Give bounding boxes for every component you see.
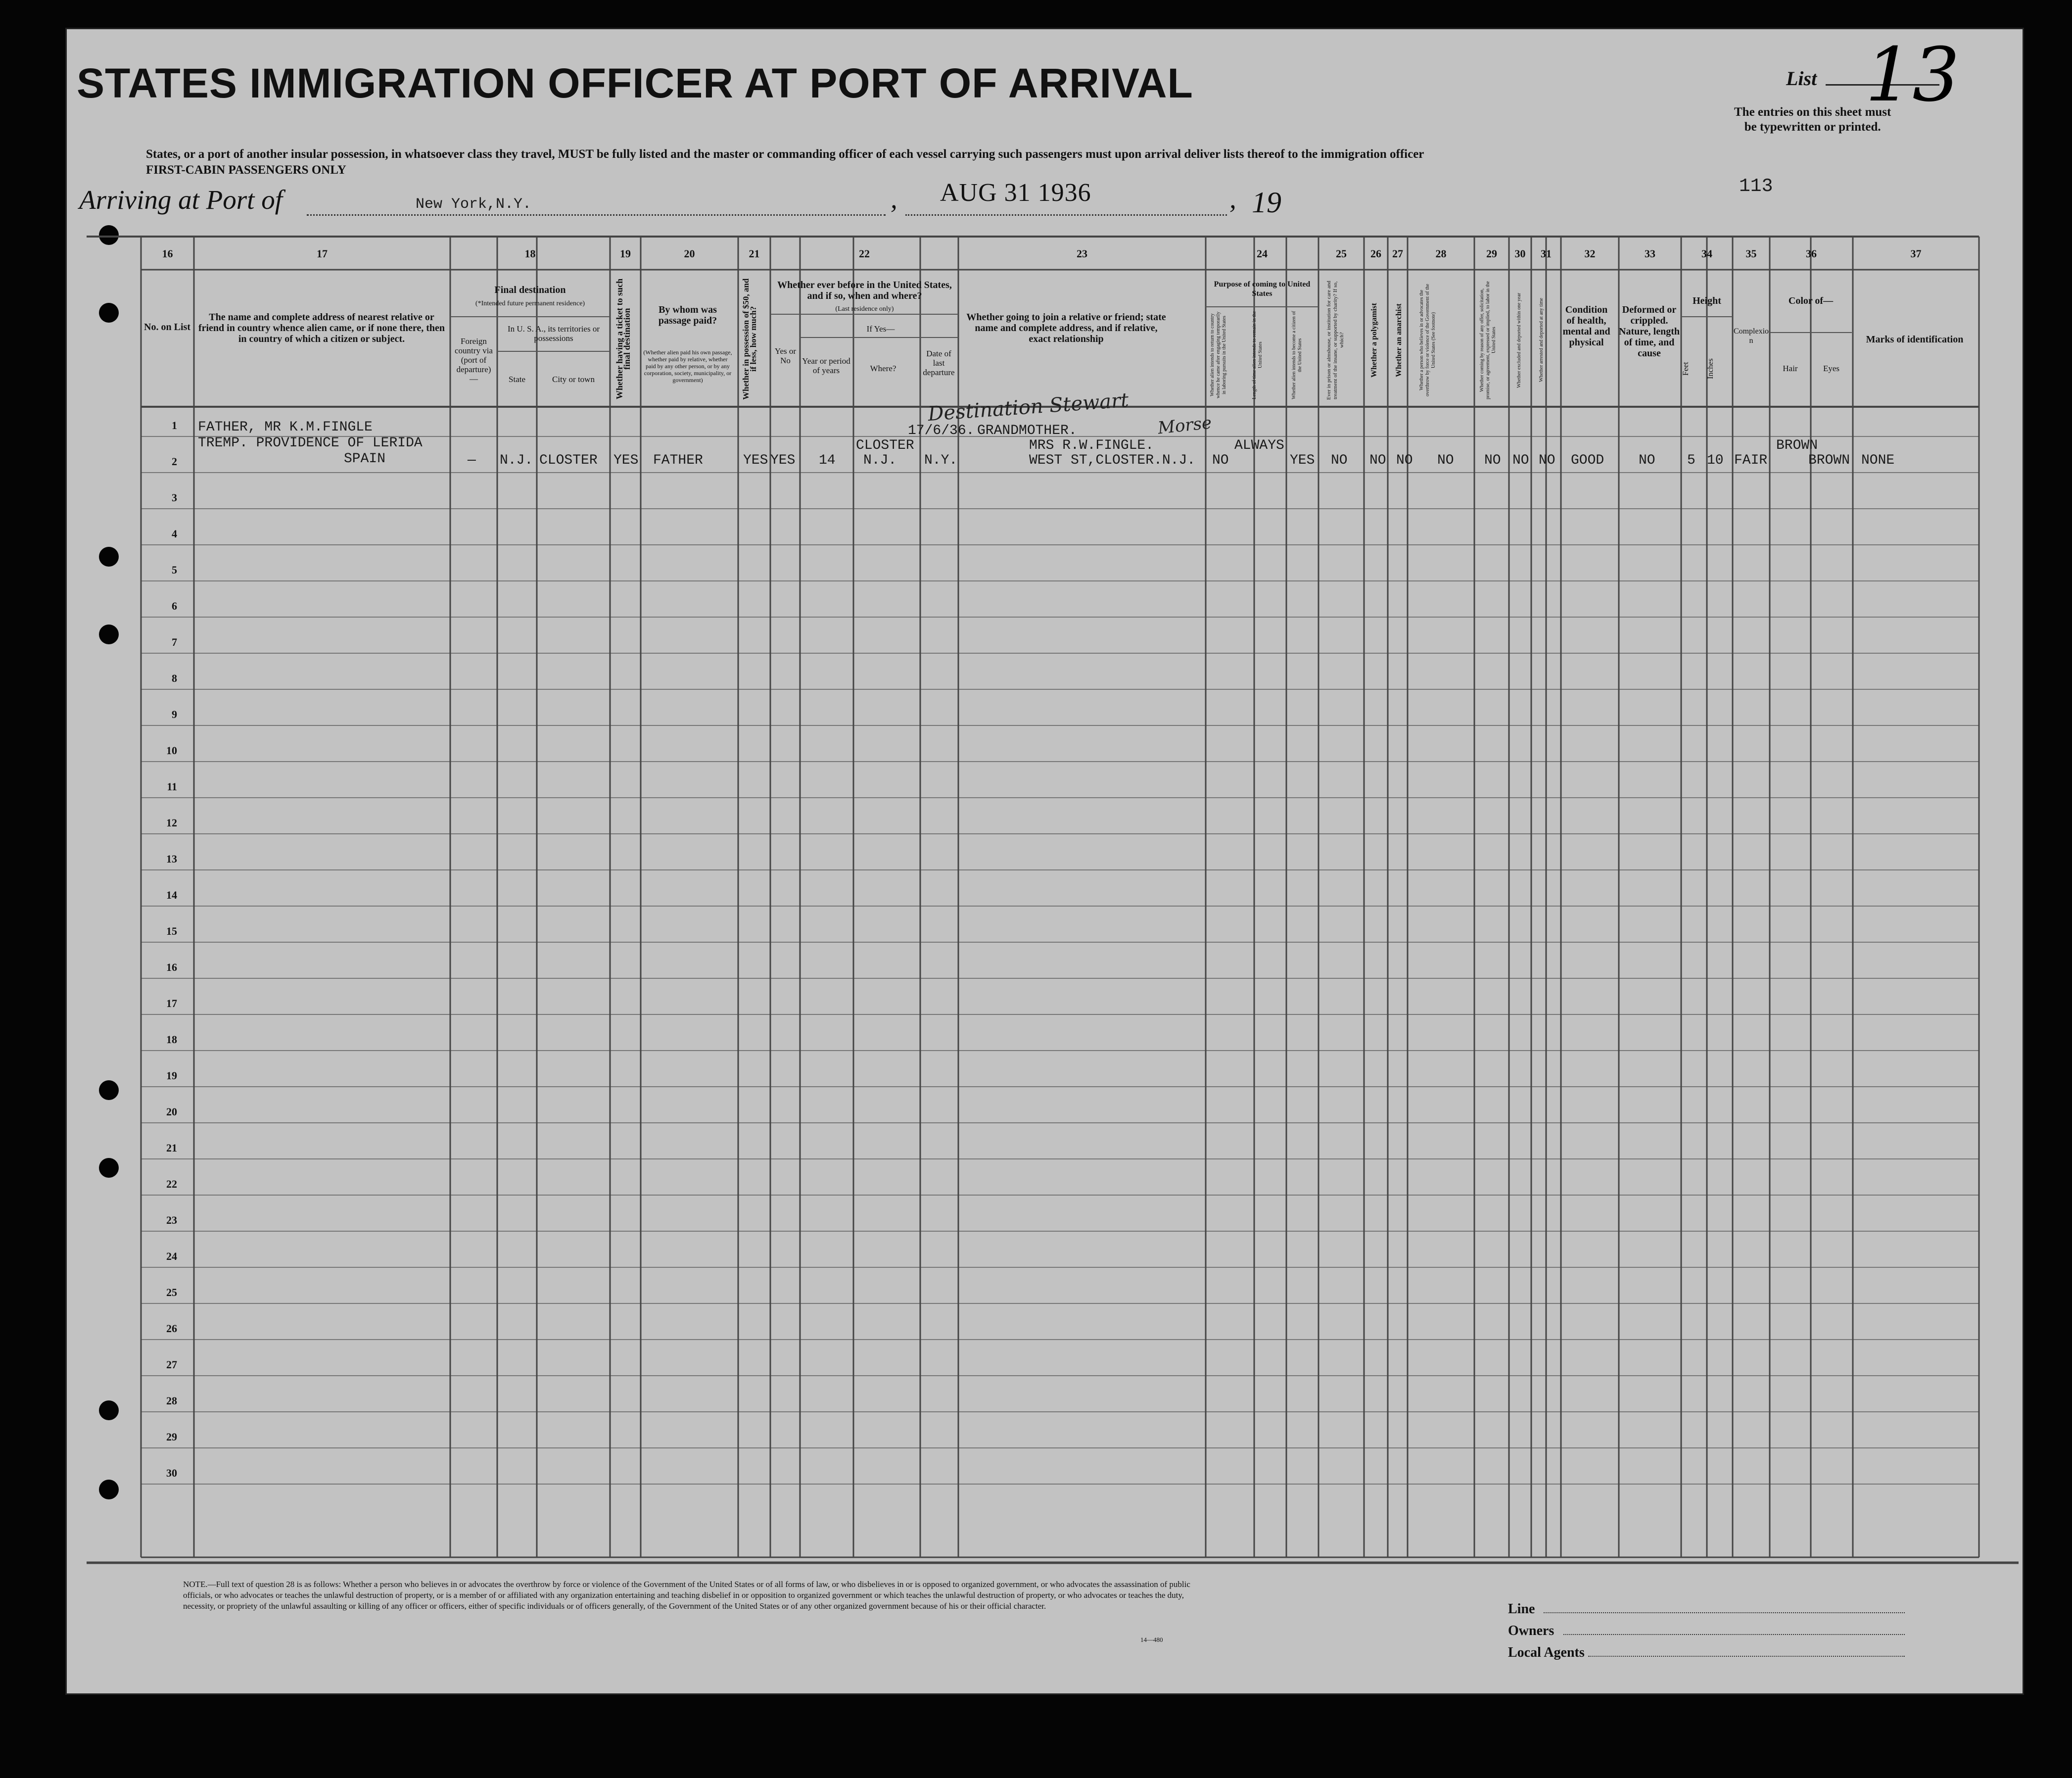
col24-sub-c: Whether alien intends to become a citizen of the United States — [1291, 311, 1303, 399]
handwritten-note: Destination Stewart — [927, 388, 1130, 426]
column-number: 36 — [1806, 247, 1817, 260]
row-number: 30 — [166, 1467, 177, 1479]
row-number: 4 — [172, 528, 177, 540]
col26-label: Whether a polygamist — [1370, 303, 1378, 378]
row-number: 5 — [172, 564, 177, 576]
join-line-1: GRANDMOTHER. — [977, 423, 1077, 438]
row-number: 7 — [172, 636, 177, 648]
col36-hair: Hair — [1783, 364, 1798, 373]
column-number: 17 — [317, 247, 328, 260]
column-number: 18 — [524, 247, 536, 260]
feet-value: 5 — [1687, 453, 1695, 468]
col18-usa: In U. S. A., its territories or possessions — [507, 324, 600, 343]
col29-label: Whether coming by reason of any offer, solicitation, promise, or agreement, expressed or implied, to labor in the United States — [1479, 281, 1497, 399]
col34-feet: Feet — [1682, 362, 1690, 376]
col18-label: Final destination — [494, 285, 566, 295]
state-value: N.J. — [500, 453, 533, 468]
col22-date: Date of last departure — [923, 349, 955, 377]
row-number: 19 — [166, 1069, 177, 1082]
col37-label: Marks of identification — [1866, 334, 1964, 345]
col25-label: Ever in prison or almshouse, or institution for care and treatment of the insane, or supported by charity? If so, which? — [1326, 281, 1345, 400]
length-of-stay-value: ALWAYS — [1234, 438, 1284, 453]
col18-state: State — [509, 375, 525, 384]
eyes-value: BROWN — [1808, 453, 1850, 468]
row-number: 17 — [166, 997, 177, 1009]
complexion-value: FAIR — [1734, 453, 1768, 468]
join-line-2: MRS R.W.FINGLE. — [1029, 438, 1154, 453]
row-number: 26 — [166, 1322, 177, 1335]
row-number: 27 — [166, 1358, 177, 1371]
row-number: 13 — [166, 853, 177, 865]
column-number: 28 — [1435, 247, 1447, 260]
row-number: 6 — [172, 600, 177, 612]
col27-label: Whether an anarchist — [1395, 303, 1403, 377]
col34-label: Height — [1693, 295, 1721, 306]
agents-label: Local Agents — [1508, 1645, 1585, 1660]
row-number: 29 — [166, 1431, 177, 1443]
row-number: 20 — [166, 1105, 177, 1118]
column-number: 29 — [1486, 247, 1497, 260]
col20-label: By whom was passage paid? — [658, 304, 717, 326]
citizen-intent-value: YES — [1290, 453, 1315, 468]
row-number: 28 — [166, 1394, 177, 1407]
column-number: 31 — [1541, 247, 1552, 260]
row-number: 1 — [172, 419, 177, 432]
agents-field — [1588, 1656, 1905, 1657]
col33-label: Deformed or crippled. Nature, length of time, and cause — [1619, 304, 1680, 359]
column-number: 35 — [1745, 247, 1757, 260]
col22-ifyes: If Yes— — [866, 324, 895, 334]
col36-eyes: Eyes — [1823, 364, 1840, 373]
health-value: GOOD — [1571, 453, 1604, 468]
line-field — [1544, 1612, 1905, 1613]
col18-foreign: Foreign country via (port of departure)— — [455, 336, 493, 384]
form-id: 14—480 — [1140, 1636, 1163, 1643]
last-departure-date: 17/6/36. — [908, 423, 975, 438]
column-number: 22 — [859, 247, 870, 260]
column-number: 34 — [1701, 247, 1712, 260]
entries-note-line: The entries on this sheet must — [1734, 105, 1891, 119]
relative-line-3: SPAIN — [344, 451, 386, 467]
form-title: STATES IMMIGRATION OFFICER AT PORT OF ARRIVAL — [77, 60, 1193, 106]
col18-note: (*Intended future permanent residence) — [475, 300, 585, 307]
row-number: 24 — [166, 1250, 177, 1262]
col22-year: Year or period of years — [802, 356, 850, 375]
excluded-value: NO — [1512, 453, 1529, 468]
before-yes-no-value: YES — [770, 453, 796, 468]
row-number: 11 — [167, 780, 177, 793]
labor-offer-value: NO — [1484, 453, 1501, 468]
where-city-value: CLOSTER — [856, 438, 914, 453]
entries-note-line: be typewritten or printed. — [1744, 120, 1881, 134]
separator: , — [1229, 184, 1236, 214]
col22-label: Whether ever before in the United States, and if so, when and where? — [777, 280, 952, 301]
column-number: 23 — [1077, 247, 1087, 260]
row-number: 23 — [166, 1214, 177, 1226]
col22-note: (Last residence only) — [835, 305, 894, 313]
column-number: 37 — [1910, 247, 1922, 260]
col34-inches: Inches — [1706, 358, 1715, 379]
column-number: 25 — [1336, 247, 1347, 260]
arrested-value: NO — [1539, 453, 1555, 468]
col17-label: The name and complete address of nearest relative or friend in country whence alien came, or if none there, then in country of which a citizen or subject. — [198, 312, 445, 344]
list-number: 13 — [1865, 32, 1960, 118]
owners-label: Owners — [1508, 1623, 1554, 1638]
foreign-country-value: — — [468, 453, 476, 468]
separator: , — [891, 184, 897, 214]
col19-label: Whether having a ticket to such final destination — [614, 278, 632, 400]
last-departure-place: N.Y. — [924, 453, 958, 468]
row-number: 18 — [166, 1033, 177, 1046]
column-number: 20 — [684, 247, 695, 260]
col23-label: Whether going to join a relative or friend; state name and complete address, and if relative, exact relationship — [966, 312, 1166, 344]
marks-value: NONE — [1861, 453, 1895, 468]
column-number: 21 — [749, 247, 760, 260]
row-number: 9 — [172, 708, 177, 721]
ticket-value: YES — [613, 453, 639, 468]
overthrow-value: NO — [1437, 453, 1454, 468]
row-number: 25 — [166, 1286, 177, 1298]
row-number: 10 — [166, 744, 177, 757]
col20-note: (Whether alien paid his own passage, whether paid by relative, whether paid by any other person, or by any corporation, society, municipality, or government) — [643, 349, 732, 384]
city-value: CLOSTER — [539, 453, 598, 468]
paid-by-value: FATHER — [653, 453, 703, 468]
arriving-label: Arriving at Port of — [79, 185, 283, 215]
line-label: Line — [1508, 1601, 1535, 1617]
col30-label: Whether excluded and deported within one year — [1516, 292, 1522, 388]
col36-label: Color of— — [1788, 295, 1834, 306]
col24-sub-b: Length of time alien intends to remain in the United States — [1252, 311, 1263, 399]
row-number: 22 — [166, 1178, 177, 1190]
has-50-value: YES — [743, 453, 768, 468]
polygamist-value: NO — [1369, 453, 1386, 468]
form-instructions: States, or a port of another insular possession, in whatsoever class they travel, MUST be fully listed and the master or commanding officer of each vessel carrying such passengers must upon arrival deliver lists thereof to the immigration officer — [146, 147, 1424, 161]
relative-line-2: TREMP. PROVIDENCE OF LERIDA — [198, 435, 423, 451]
column-number: 27 — [1392, 247, 1403, 260]
row-number: 8 — [172, 672, 177, 684]
column-number: 26 — [1370, 247, 1381, 260]
arrival-date-stamp: AUG 31 1936 — [940, 179, 1091, 207]
years-value: 14 — [819, 453, 836, 468]
row-number: 15 — [166, 925, 177, 937]
footnote: NOTE.—Full text of question 28 is as follows: Whether a person who believes in or advocates the overthrow by force or violence of the Government of the United States or of all forms of law, or who disbelieves in or is opposed to organized government, or who advocates the assassination of public officials, or who advocates or teaches the unlawful destruction of property, or is a member of or affiliated with any organization entertaining and teaching disbelief in or opposition to organized government or which teaches the unlawful destruction of property, or who advocates or teaches the duty, necessity, or propriety of the unlawful assaulting or killing of any officer or officers, either of specific individuals or of officers generally, of the Government of the United States or of any other organized government because of his or their official character. — [183, 1580, 1190, 1611]
col22-yesno: Yes or No — [774, 346, 797, 365]
column-number: 32 — [1584, 247, 1596, 260]
row-number: 2 — [172, 455, 177, 468]
col21-label: Whether in possession of $50, and if less, how much? — [741, 278, 758, 400]
col18-city: City or town — [552, 375, 595, 384]
row-number: 16 — [166, 961, 177, 973]
list-label: List — [1786, 67, 1817, 90]
hair-value: BROWN — [1776, 438, 1818, 453]
owners-field — [1563, 1634, 1905, 1635]
port-value: New York,N.Y. — [416, 196, 532, 213]
col24-sub-a: Whether alien intends to return to country whence he came after engaging temporarily in laboring pursuits in the United States — [1210, 311, 1227, 399]
deformed-value: NO — [1639, 453, 1655, 468]
column-number: 33 — [1645, 247, 1655, 260]
column-number: 16 — [162, 247, 173, 260]
column-number: 30 — [1514, 247, 1526, 260]
col32-label: Condition of health, mental and physical — [1562, 304, 1610, 348]
anarchist-value: NO — [1396, 453, 1413, 468]
inches-value: 10 — [1707, 453, 1724, 468]
where-state-value: N.J. — [863, 453, 897, 468]
relative-line-1: FATHER, MR K.M.FINGLE — [198, 420, 373, 435]
row-number: 21 — [166, 1142, 177, 1154]
column-number: 24 — [1257, 247, 1268, 260]
col24-label: Purpose of coming to United States — [1214, 280, 1311, 298]
col16-label: No. on List — [144, 322, 190, 333]
join-line-3: WEST ST,CLOSTER.N.J. — [1029, 453, 1196, 468]
page-reference: 113 — [1739, 176, 1773, 197]
handwritten-note-2: Morse — [1157, 413, 1213, 438]
row-number: 12 — [166, 817, 177, 829]
column-number: 19 — [620, 247, 631, 260]
row-number: 14 — [166, 889, 177, 901]
col35-label: Complexion — [1733, 327, 1769, 345]
col22-where: Where? — [870, 364, 896, 373]
col28-label: Whether a person who believes in or advocates the overthrow by force or violence of the Government of the United States (See footnote) — [1419, 284, 1436, 397]
row-number: 3 — [172, 491, 177, 504]
prison-value: NO — [1331, 453, 1348, 468]
col31-label: Whether arrested and deported at any time — [1539, 298, 1544, 383]
class-note: FIRST-CABIN PASSENGERS ONLY — [146, 163, 346, 177]
year-prefix: 19 — [1252, 186, 1281, 219]
return-intent-value: NO — [1212, 453, 1229, 468]
